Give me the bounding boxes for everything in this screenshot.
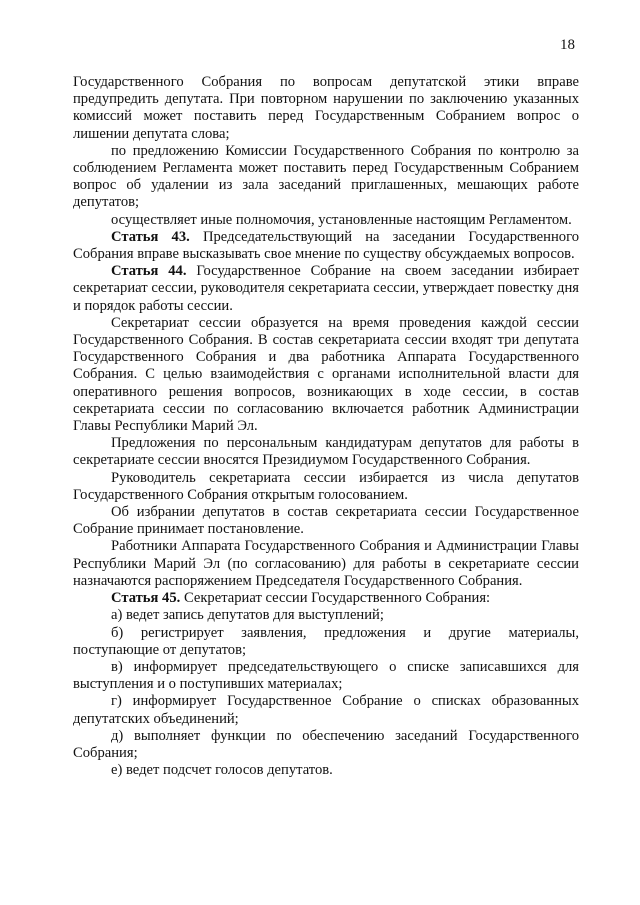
paragraph-text: а) ведет запись депутатов для выступлений; xyxy=(111,607,384,624)
paragraph xyxy=(73,315,579,435)
page-number: 18 xyxy=(560,37,575,53)
paragraph-text: осуществляет иные полномочия, установленные настоящим Регламентом. xyxy=(111,211,572,228)
paragraph-text: Работники Аппарата Государственного Собрания и Администрации Главы Республики Марий Эл (по согласованию) для работы в секретариате сессии назначаются распоряжением Председателя Государственного Собрания. xyxy=(73,538,579,589)
paragraph xyxy=(73,143,579,212)
paragraph-text: е) ведет подсчет голосов депутатов. xyxy=(111,762,333,779)
paragraph-text: Руководитель секретариата сессии избирается из числа депутатов Государственного Собрания открытым голосованием. xyxy=(73,469,579,503)
list-item xyxy=(73,607,579,624)
list-item xyxy=(73,762,579,779)
paragraph xyxy=(73,263,579,315)
list-item xyxy=(73,625,579,659)
paragraph xyxy=(73,538,579,590)
paragraph-text: Председательствующий на заседании Государственного Собрания вправе высказывать свое мнение по существу обсуждаемых вопросов. xyxy=(73,228,579,263)
paragraph-text: б) регистрирует заявления, предложения и другие материалы, поступающие от депутатов; xyxy=(73,624,579,658)
paragraph-text: д) выполняет функции по обеспечению заседаний Государственного Собрания; xyxy=(73,727,579,761)
paragraph xyxy=(73,590,579,607)
document-body xyxy=(73,74,579,779)
paragraph-text: по предложению Комиссии Государственного Собрания по контролю за соблюдением Регламента может поставить перед Государственным Собранием вопрос об удалении из зала заседаний приглашенных, мешающих работе депутатов; xyxy=(73,142,579,211)
paragraph-text: Об избрании депутатов в состав секретариата сессии Государственное Собрание принимает постановление. xyxy=(73,504,579,538)
list-item xyxy=(73,659,579,693)
paragraph xyxy=(73,229,579,263)
paragraph xyxy=(73,435,579,469)
paragraph-text: Секретариат сессии образуется на время проведения каждой сессии Государственного Собрания. В состав секретариата сессии входят три депутата Государственного Собрания и два работника Аппарата Государственного Собрания. С целью взаимодействия с органами исполнительной власти для оперативного решения вопросов, возникающих в ходе сессии, в состав секретариата сессии по согласованию включается работник Администрации Главы Республики Марий Эл. xyxy=(73,314,579,435)
article-heading: Статья 45. xyxy=(111,590,181,607)
paragraph-text: Секретариат сессии Государственного Собрания: xyxy=(180,590,491,607)
paragraph-text: Государственное Собрание на своем заседании избирает секретариат сессии, руководителя секретариата сессии, утверждает повестку дня и порядок работы сессии. xyxy=(73,263,579,314)
paragraph-text: Предложения по персональным кандидатурам депутатов для работы в секретариате сессии вносятся Президиумом Государственного Собрания. xyxy=(73,435,579,469)
paragraph-text: Государственного Собрания по вопросам депутатской этики вправе предупредить депутата. При повторном нарушении по заключению указанных комиссий может поставить перед Государственным Собранием вопрос о лишении депутата слова; xyxy=(73,74,579,142)
paragraph xyxy=(73,470,579,504)
article-heading: Статья 44. xyxy=(111,263,187,280)
article-heading: Статья 43. xyxy=(111,228,190,245)
list-item xyxy=(73,728,579,762)
paragraph-text: г) информирует Государственное Собрание о списках образованных депутатских объединений; xyxy=(73,693,579,727)
paragraph xyxy=(73,212,579,229)
paragraph xyxy=(73,504,579,538)
paragraph-text: в) информирует председательствующего о списке записавшихся для выступления и о поступивших материалах; xyxy=(73,658,579,693)
list-item xyxy=(73,693,579,727)
paragraph xyxy=(73,74,579,143)
